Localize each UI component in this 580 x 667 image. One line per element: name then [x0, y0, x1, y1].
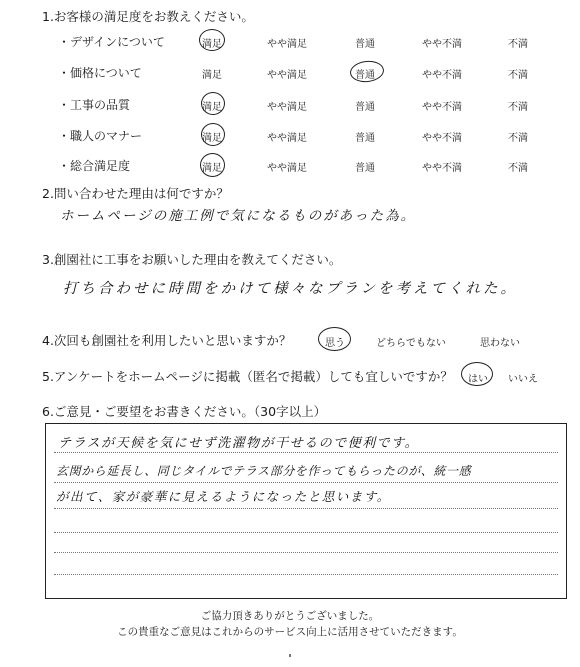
selection-circle	[201, 92, 225, 115]
writing-line	[54, 574, 558, 575]
selection-circle	[200, 153, 225, 177]
q3-title: 3.創園社に工事をお願いした理由を教えてください。	[42, 252, 342, 267]
selection-circle	[199, 29, 225, 51]
option-satisfied[interactable]: 満足	[202, 163, 222, 174]
option-neutral[interactable]: 普通	[355, 70, 375, 81]
option-somewhat-satisfied[interactable]: やや満足	[267, 163, 307, 174]
writing-line	[54, 532, 558, 533]
option-neutral[interactable]: 普通	[355, 102, 375, 113]
comment-line: 玄関から延長し、同じタイルでテラス部分を作ってもらったのが、統一感	[56, 464, 472, 478]
selection-circle	[318, 327, 351, 351]
writing-line	[54, 552, 558, 553]
comment-line: テラスが天候を気にせず洗濯物が干せるので便利です。	[58, 436, 420, 451]
option-somewhat-satisfied[interactable]: やや満足	[267, 133, 307, 144]
option-neutral[interactable]: 普通	[355, 39, 375, 50]
option-dissatisfied[interactable]: 不満	[508, 102, 528, 113]
q1-row-label: ・総合満足度	[58, 159, 131, 173]
comment-box[interactable]	[45, 423, 567, 599]
writing-line	[54, 452, 558, 453]
option-dissatisfied[interactable]: 不満	[508, 70, 528, 81]
option-neutral[interactable]: 普通	[355, 133, 375, 144]
selection-circle	[461, 362, 493, 386]
option-no[interactable]: 思わない	[480, 338, 520, 349]
q2-handwritten-answer: ホームページの施工例で気になるものがあった為。	[60, 208, 417, 224]
footer-thanks: ご協力頂きありがとうございました。	[200, 610, 380, 622]
q1-row-label: ・デザインについて	[58, 35, 165, 49]
option-somewhat-dissatisfied[interactable]: やや不満	[422, 102, 462, 113]
option-somewhat-satisfied[interactable]: やや満足	[267, 102, 307, 113]
option-somewhat-dissatisfied[interactable]: やや不満	[422, 39, 462, 50]
option-either[interactable]: どちらでもない	[376, 338, 446, 349]
option-yes[interactable]: はい	[468, 374, 488, 385]
q3-handwritten-answer: 打ち合わせに時間をかけて様々なプランを考えてくれた。	[63, 281, 518, 297]
option-somewhat-satisfied[interactable]: やや満足	[267, 70, 307, 81]
q2-title: 2.問い合わせた理由は何ですか？	[42, 186, 229, 201]
option-somewhat-dissatisfied[interactable]: やや不満	[422, 163, 462, 174]
q1-row-label: ・価格について	[58, 66, 142, 80]
option-satisfied[interactable]: 満足	[202, 70, 222, 81]
option-neutral[interactable]: 普通	[355, 163, 375, 174]
q1-row-label: ・職人のマナー	[58, 129, 143, 143]
q6-title: 6.ご意見・ご要望をお書きください。（30字以上）	[42, 404, 327, 419]
q4-title: 4.次回も創園社を利用したいと思いますか？	[42, 333, 292, 348]
q1-row-label: ・工事の品質	[58, 98, 131, 112]
option-satisfied[interactable]: 満足	[202, 39, 222, 50]
option-somewhat-dissatisfied[interactable]: やや不満	[422, 70, 462, 81]
option-dissatisfied[interactable]: 不満	[508, 133, 528, 144]
footer-note: この貴重なご意見はこれからのサービス向上に活用させていただきます。	[117, 626, 463, 638]
option-dissatisfied[interactable]: 不満	[508, 163, 528, 174]
option-satisfied[interactable]: 満足	[202, 133, 222, 144]
writing-line	[54, 482, 558, 483]
q1-title: 1.お客様の満足度をお教えください。	[42, 9, 254, 24]
option-dissatisfied[interactable]: 不満	[508, 39, 528, 50]
selection-circle	[201, 123, 225, 146]
option-somewhat-satisfied[interactable]: やや満足	[267, 39, 307, 50]
option-somewhat-dissatisfied[interactable]: やや不満	[422, 133, 462, 144]
writing-line	[54, 508, 558, 509]
option-satisfied[interactable]: 満足	[202, 102, 222, 113]
q5-title: 5.アンケートをホームページに掲載（匿名で掲載）しても宜しいですか？	[42, 369, 453, 384]
option-yes[interactable]: 思う	[325, 338, 345, 349]
scan-speck	[289, 654, 291, 657]
option-no[interactable]: いいえ	[508, 374, 538, 385]
comment-line: が出て、家が豪華に見えるようになったと思います。	[56, 489, 391, 504]
